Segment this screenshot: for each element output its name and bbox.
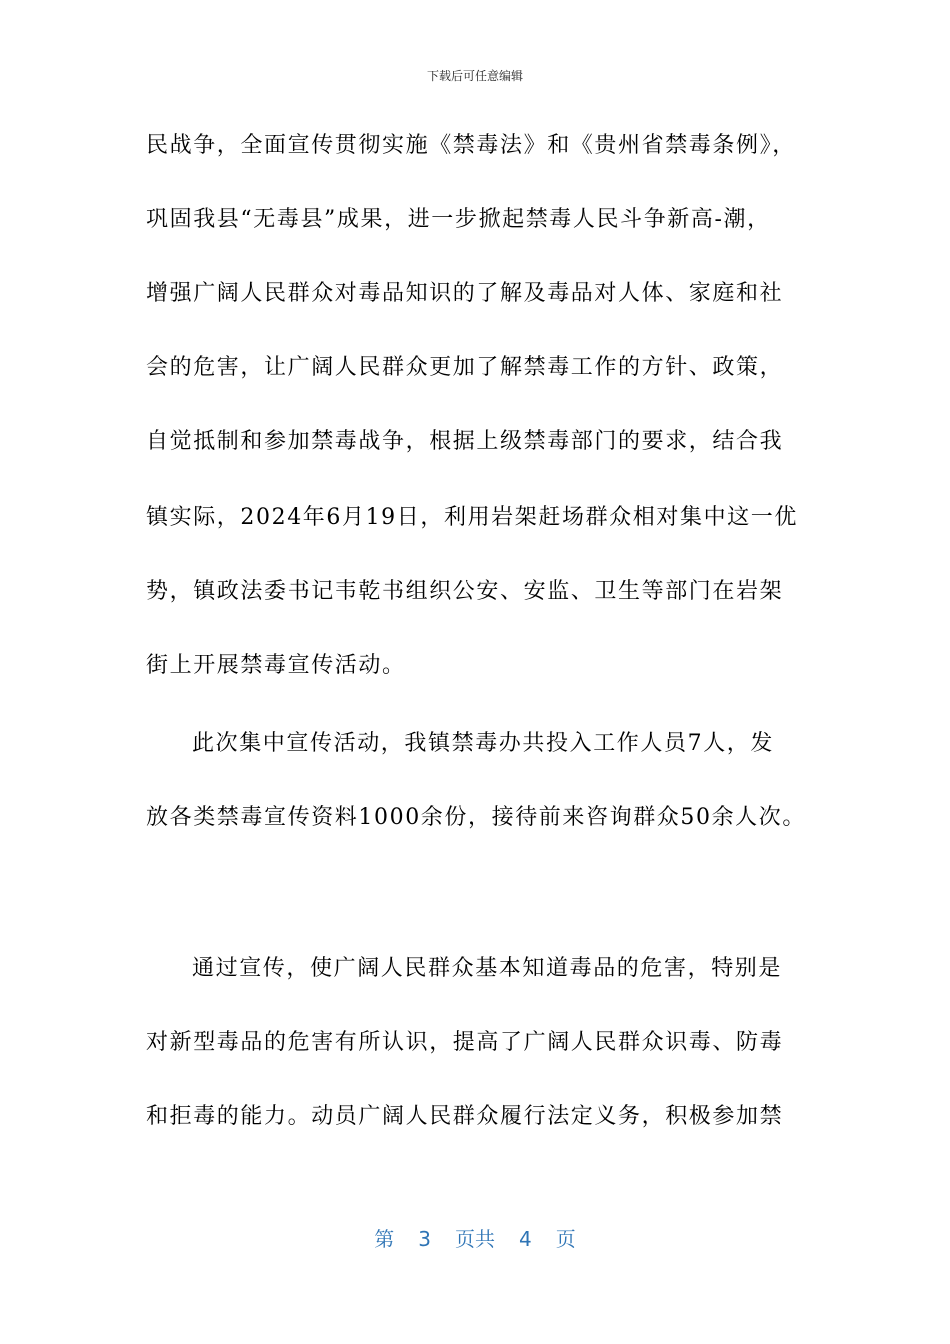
paragraph-2-line-1: 此次集中宣传活动，我镇禁毒办共投入工作人员7人，发	[192, 731, 774, 756]
footer-middle: 页共	[455, 1227, 495, 1251]
paragraph-1-line-7: 势，镇政法委书记韦乾书组织公安、安监、卫生等部门在岩架	[146, 579, 784, 604]
paragraph-1-line-4: 会的危害，让广阔人民群众更加了解禁毒工作的方针、政策，	[146, 355, 784, 380]
paragraph-3-line-3: 和拒毒的能力。动员广阔人民群众履行法定义务，积极参加禁	[146, 1104, 784, 1129]
paragraph-1-line-2: 巩固我县“无毒县”成果，进一步掀起禁毒人民斗争新高-潮，	[146, 207, 771, 232]
footer-current-page: 3	[418, 1227, 431, 1251]
header-note: 下载后可任意编辑	[426, 69, 523, 83]
paragraph-3-line-2: 对新型毒品的危害有所认识，提高了广阔人民群众识毒、防毒	[146, 1030, 784, 1055]
footer-total-pages: 4	[519, 1227, 532, 1251]
page-number-footer	[0, 1226, 950, 1252]
footer-prefix: 第	[374, 1227, 395, 1251]
paragraph-2-line-2: 放各类禁毒宣传资料1000余份，接待前来咨询群众50余人次。	[146, 805, 806, 830]
paragraph-1-line-5: 自觉抵制和参加禁毒战争，根据上级禁毒部门的要求，结合我	[146, 429, 784, 454]
paragraph-1-line-8: 街上开展禁毒宣传活动。	[146, 653, 406, 678]
paragraph-1-line-3: 增强广阔人民群众对毒品知识的了解及毒品对人体、家庭和社	[146, 281, 784, 306]
paragraph-1-line-1: 民战争，全面宣传贯彻实施《禁毒法》和《贵州省禁毒条例》，	[146, 133, 796, 158]
paragraph-3-line-1: 通过宣传，使广阔人民群众基本知道毒品的危害，特别是	[192, 956, 783, 981]
paragraph-1-line-6: 镇实际，2024年6月19日，利用岩架赶场群众相对集中这一优	[146, 505, 798, 530]
footer-suffix: 页	[555, 1227, 576, 1251]
